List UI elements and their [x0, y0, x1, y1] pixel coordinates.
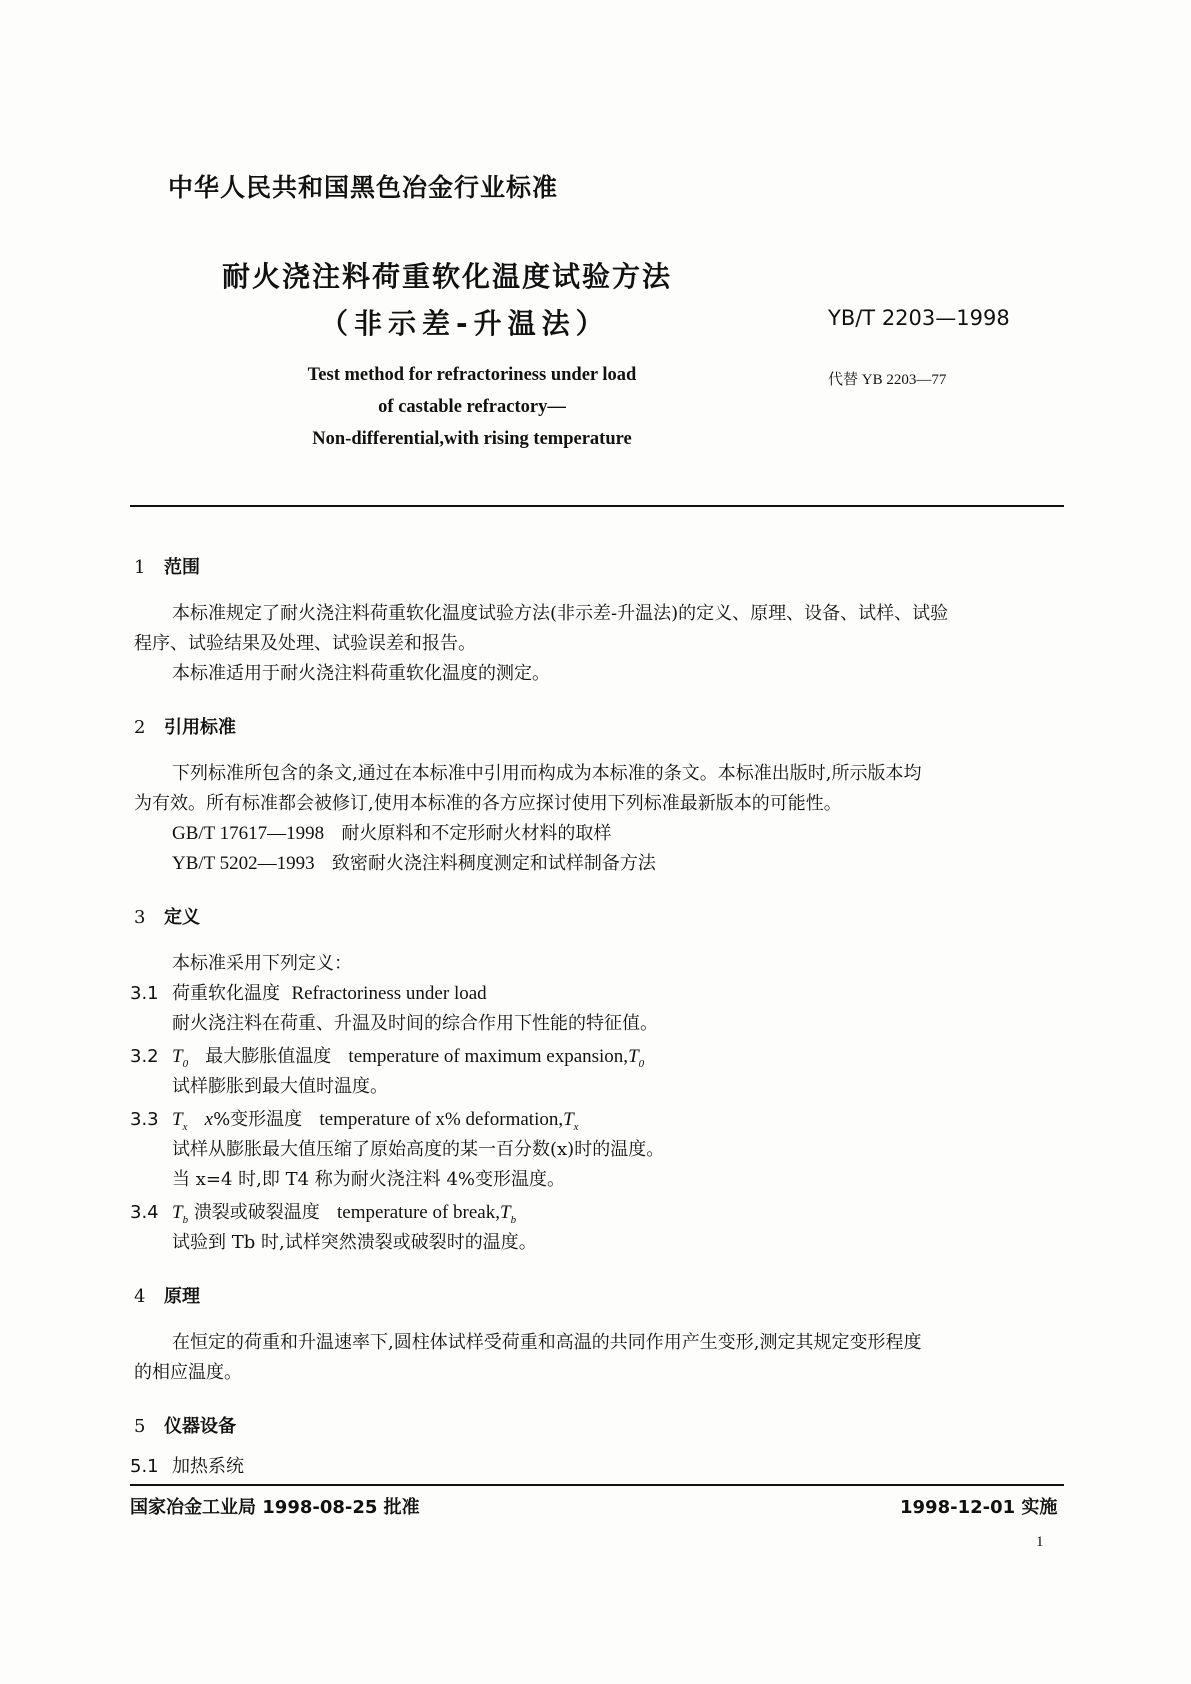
- subsection-5-1: [130, 1452, 244, 1482]
- definition-term: 最大膨胀值温度: [205, 1046, 332, 1067]
- approval-date: 国家冶金工业局 1998-08-25 批准: [130, 1497, 420, 1518]
- symbol: $T_0$: [172, 1046, 189, 1070]
- definition-english: Refractoriness under load: [291, 983, 487, 1004]
- definition-term: 荷重软化温度: [172, 983, 280, 1004]
- issuing-organization: 中华人民共和国黑色冶金行业标准: [168, 173, 559, 202]
- paragraph: 试验到 Tb 时,试样突然溃裂或破裂时的温度。: [172, 1232, 537, 1253]
- english-title-line-2: of castable refractory—: [378, 397, 566, 417]
- section-number: 2: [134, 717, 146, 738]
- paragraph: 下列标准所包含的条文,通过在本标准中引用而构成为本标准的条文。本标准出版时,所示版本均: [172, 763, 922, 784]
- english-title-line-3: Non-differential,with rising temperature: [312, 429, 632, 449]
- definition-term: 溃裂或破裂温度: [193, 1202, 320, 1223]
- reference-title: 耐火原料和不定形耐火材料的取样: [341, 823, 612, 844]
- effective-date: 1998-12-01 实施: [900, 1497, 1058, 1518]
- section-title: 引用标准: [164, 717, 236, 738]
- reference-2: [172, 849, 656, 879]
- section-4-heading: [134, 1282, 200, 1308]
- section-number: 3: [134, 907, 146, 928]
- section-number: 4: [134, 1286, 146, 1307]
- paragraph: 试样膨胀到最大值时温度。: [172, 1076, 388, 1097]
- document-title: 耐火浇注料荷重软化温度试验方法: [222, 260, 673, 293]
- definition-number: 3.2: [130, 1046, 159, 1067]
- subsection-number: 5.1: [130, 1456, 159, 1477]
- subsection-title: 加热系统: [172, 1456, 244, 1477]
- definition-number: 3.4: [130, 1202, 159, 1223]
- definition-term: %变形温度: [213, 1109, 303, 1130]
- section-5-heading: [134, 1412, 236, 1438]
- section-number: 1: [134, 557, 146, 578]
- symbol: $T_0$: [628, 1046, 645, 1070]
- symbol: $T_x$: [563, 1109, 579, 1133]
- definition-english: temperature of break,: [336, 1202, 500, 1223]
- section-title: 原理: [164, 1286, 200, 1307]
- definition-3-1: [130, 979, 487, 1009]
- paragraph: 的相应温度。: [134, 1362, 242, 1383]
- paragraph: 本标准采用下列定义：: [172, 953, 352, 974]
- header-divider: [130, 505, 1064, 507]
- section-3-heading: [134, 903, 200, 929]
- paragraph: 试样从膨胀最大值压缩了原始高度的某一百分数(x)时的温度。: [172, 1139, 665, 1160]
- definition-english: temperature of maximum expansion,: [348, 1046, 629, 1067]
- section-2-heading: [134, 713, 236, 739]
- paragraph: 本标准适用于耐火浇注料荷重软化温度的测定。: [172, 663, 550, 684]
- paragraph: 在恒定的荷重和升温速率下,圆柱体试样受荷重和高温的共同作用产生变形,测定其规定变形程度: [172, 1332, 922, 1353]
- paragraph: 程序、试验结果及处理、试验误差和报告。: [134, 633, 476, 654]
- page-number: 1: [1036, 1534, 1044, 1550]
- reference-code: YB/T 5202—1993: [172, 853, 315, 874]
- paragraph: 当 x=4 时,即 T4 称为耐火浇注料 4%变形温度。: [172, 1169, 566, 1190]
- section-title: 定义: [164, 907, 200, 928]
- standard-number: YB/T 2203—1998: [828, 306, 1010, 330]
- section-title: 范围: [164, 557, 200, 578]
- section-1-heading: [134, 553, 200, 579]
- document-subtitle: （非示差-升温法）: [320, 307, 610, 340]
- english-title-line-1: Test method for refractoriness under load: [307, 365, 637, 385]
- definition-number: 3.1: [130, 983, 159, 1004]
- symbol: $T_x$: [172, 1109, 188, 1133]
- replaces-standard: 代替 YB 2203—77: [828, 372, 947, 388]
- reference-code: GB/T 17617—1998: [172, 823, 325, 844]
- paragraph: 耐火浇注料在荷重、升温及时间的综合作用下性能的特征值。: [172, 1013, 658, 1034]
- section-title: 仪器设备: [164, 1416, 236, 1437]
- paragraph: 本标准规定了耐火浇注料荷重软化温度试验方法(非示差-升温法)的定义、原理、设备、试样、试验: [172, 603, 949, 624]
- paragraph: 为有效。所有标准都会被修订,使用本标准的各方应探讨使用下列标准最新版本的可能性。: [134, 793, 842, 814]
- symbol: $T_b$: [172, 1202, 189, 1226]
- symbol: $T_b$: [499, 1202, 517, 1226]
- footer-divider: [130, 1484, 1064, 1486]
- definition-english: temperature of x% deformation,: [319, 1109, 564, 1130]
- section-number: 5: [134, 1416, 146, 1437]
- reference-title: 致密耐火浇注料稠度测定和试样制备方法: [331, 853, 656, 874]
- reference-1: [172, 819, 611, 849]
- symbol: x: [204, 1109, 214, 1130]
- definition-number: 3.3: [130, 1109, 159, 1130]
